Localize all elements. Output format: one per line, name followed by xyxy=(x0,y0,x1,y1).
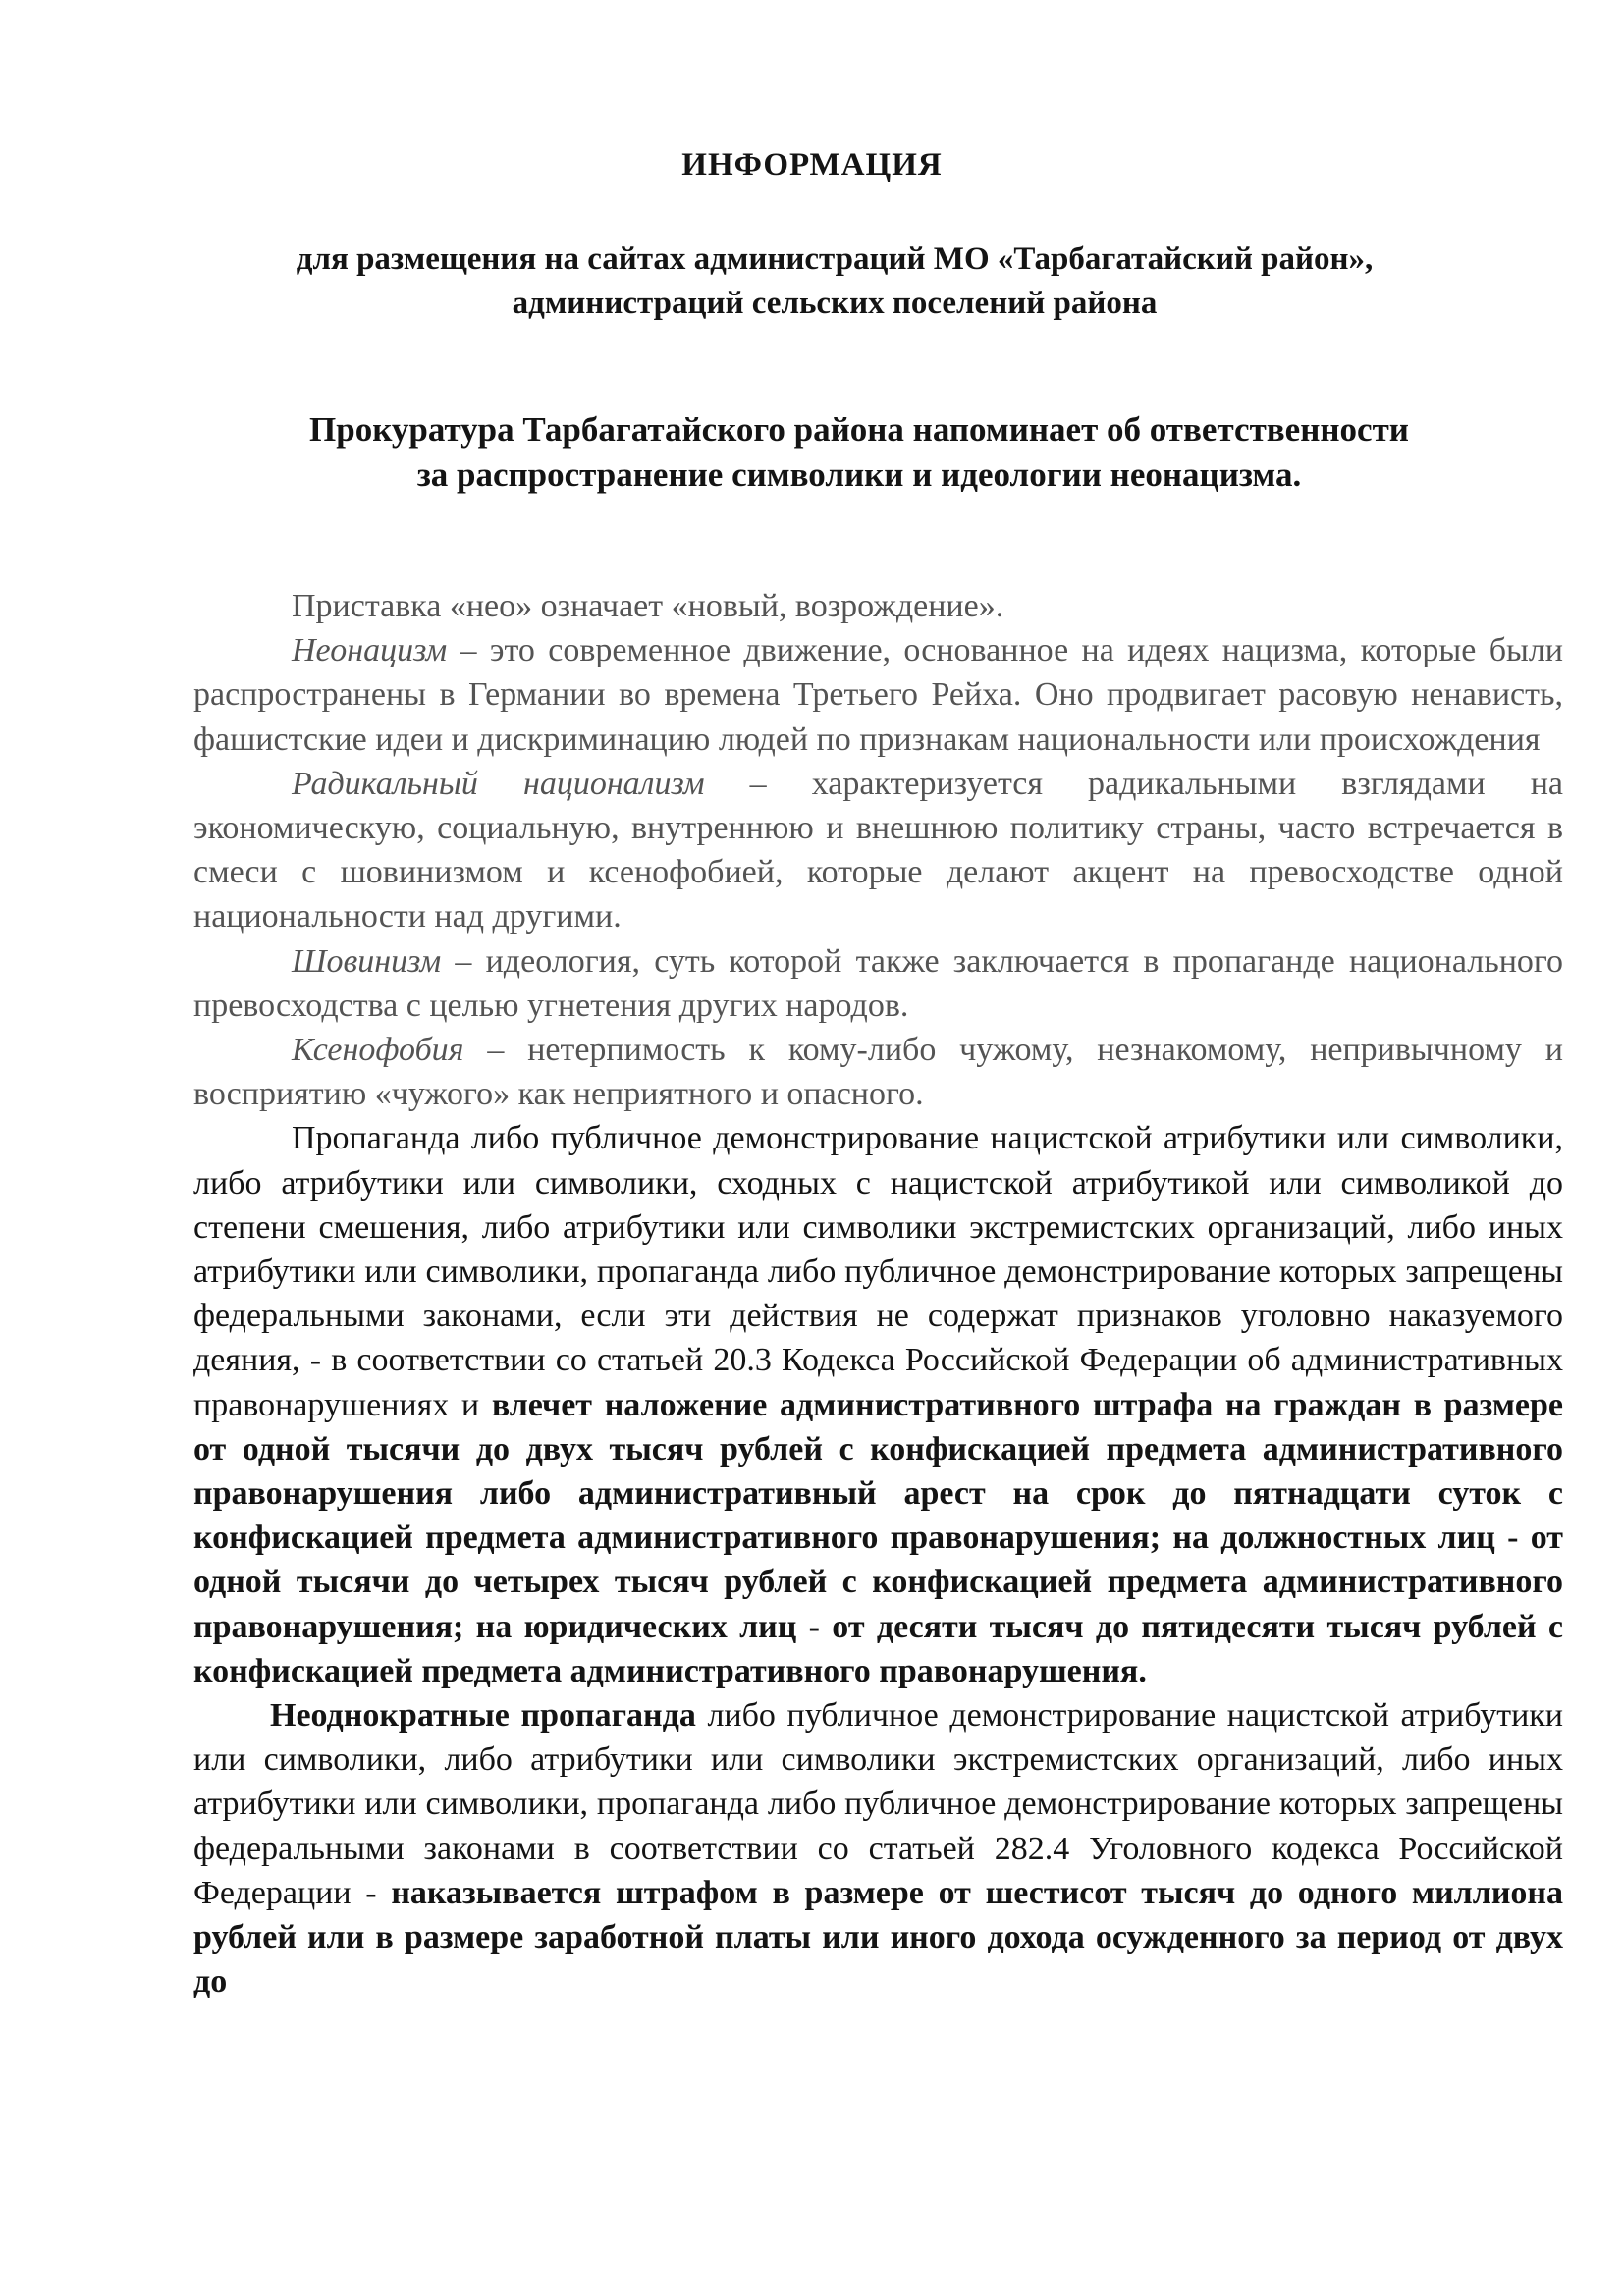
chauvinism-term: Шовинизм xyxy=(292,942,442,980)
subtitle-line-1: для размещения на сайтах администраций МО «Тарбагатайский район», xyxy=(296,241,1374,277)
admin-article-penalty: влечет наложение административного штрафа на граждан в размере от одной тысячи до двух тысяч рублей с конфискацией предмета административного правонарушения либо административный арест на срок до пятнадцати суток с конфискацией предмета административного правонарушения; на должностных лиц - от одной тысячи до четырех тысяч рублей с конфискацией предмета административного правонарушения; на юридических лиц - от десяти тысяч до пятидесяти тысяч рублей с конфискацией предмета административного правонарушения. xyxy=(193,1386,1563,1689)
neonazism-definition: – это современное движение, основанное на идеях нацизма, которые были распространены в Германии во времена Третьего Рейха. Оно продвигает расовую ненависть, фашистские идеи и дискриминацию людей по признакам национальности или происхождения xyxy=(193,632,1563,758)
criminal-article-text: либо публичное демонстрирование нацистской атрибутики или символики, либо атрибутики или символики экстремистских организаций, либо иных атрибутики или символики, пропаганда либо публичное демонстрирование которых запрещены федеральными законами в соответствии со статьей 282.4 Уголовного кодекса Российской Федерации - xyxy=(193,1697,1563,1911)
neonazism-paragraph xyxy=(193,628,1563,762)
admin-article-text: Пропаганда либо публичное демонстрирование нацистской атрибутики или символики, либо атрибутики или символики, сходных с нацистской атрибутикой или символикой до степени смешения, либо атрибутики или символики экстремистских организаций, либо иных атрибутики или символики, пропаганда либо публичное демонстрирование которых запрещены федеральными законами, если эти действия не содержат признаков уголовно наказуемого деяния, - в соответствии со статьей 20.3 Кодекса Российской Федерации об административных правонарушениях и xyxy=(193,1120,1563,1423)
criminal-article-penalty: наказывается штрафом в размере от шестисот тысяч до одного миллиона рублей или в размере заработной платы или иного дохода осужденного за период от двух до xyxy=(193,1874,1563,2001)
document-body xyxy=(193,584,1563,2004)
neonazism-term: Неонацизм xyxy=(292,632,448,669)
chauvinism-paragraph xyxy=(193,939,1563,1028)
document-subtitle xyxy=(196,238,1473,326)
notice-line-1: Прокуратура Тарбагатайского района напоминает об ответственности xyxy=(309,410,1409,449)
admin-article-paragraph xyxy=(193,1116,1563,1693)
notice-line-2: за распространение символики и идеологии неонацизма. xyxy=(416,455,1302,494)
radical-nationalism-definition: – характеризуется радикальными взглядами на экономическую, социальную, внутреннюю и внешнюю политику страны, часто встречается в смеси с шовинизмом и ксенофобией, которые делают акцент на превосходстве одной национальности над другими. xyxy=(193,765,1563,935)
xenophobia-term: Ксенофобия xyxy=(292,1032,464,1069)
prefix-paragraph: Приставка «нео» означает «новый, возрождение». xyxy=(292,588,1004,624)
criminal-article-paragraph xyxy=(193,1693,1563,2003)
radical-nationalism-paragraph xyxy=(193,762,1563,939)
chauvinism-definition: – идеология, суть которой также заключается в пропаганде национального превосходства с целью угнетения других народов. xyxy=(193,942,1563,1024)
subtitle-line-2: администраций сельских поселений района xyxy=(512,286,1158,321)
notice-heading xyxy=(245,407,1473,498)
xenophobia-paragraph xyxy=(193,1028,1563,1116)
xenophobia-definition: – нетерпимость к кому-либо чужому, незнакомому, непривычному и восприятию «чужого» как неприятного и опасного. xyxy=(193,1032,1563,1113)
criminal-article-lead: Неоднократные пропаганда xyxy=(270,1697,696,1735)
radical-nationalism-term: Радикальный национализм xyxy=(292,765,705,802)
document-title: ИНФОРМАЦИЯ xyxy=(681,147,943,183)
